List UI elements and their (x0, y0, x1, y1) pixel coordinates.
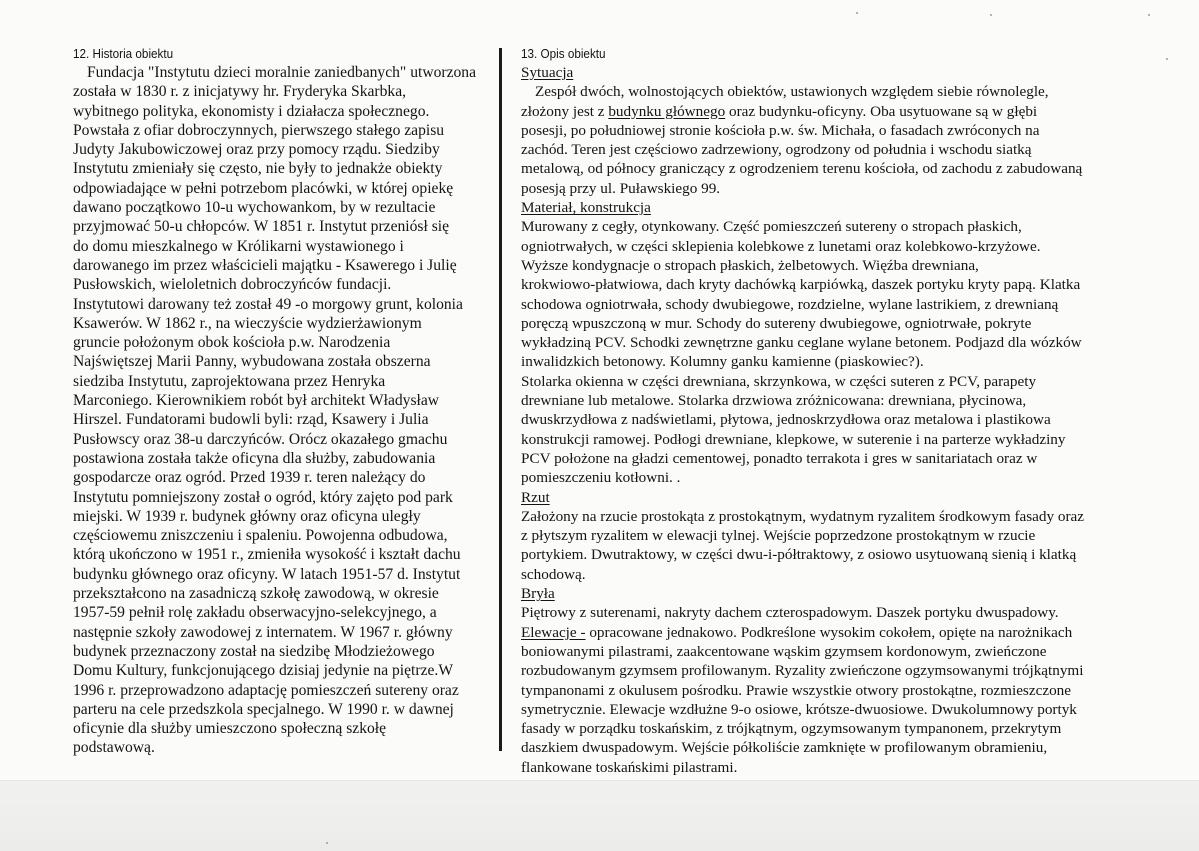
text-line: siedziba Instytutu, zaprojektowana przez Henryka (73, 372, 386, 390)
text-line: posesji, po południowej stronie kościoła p.w. św. Michała, o fasadach zwróconych na (521, 121, 1040, 139)
text-line: podstawową. (73, 739, 155, 757)
text-line: Instytutu zmieniały się często, nie były to jednakże obiekty (73, 160, 443, 178)
text-line: którą ukończono w 1951 r., zmieniła wysokość i kształt dachu (73, 546, 461, 564)
text-line: PCV położone na gładzi cementowej, ponadto terrakota i gres w sanitariatach oraz w (521, 449, 1038, 467)
text-line: odpowiadające w pełni potrzebom placówki, w której opiekę (73, 179, 454, 197)
underlined-term-budynek-glowny: budynku głównego (608, 102, 726, 120)
text-line: Pusłowskich, wieloletnich dobroczyńców fundacji. (73, 276, 392, 294)
text-line: boniowanymi pilastrami, zaakcentowane wąskim gzymsem kordonowym, zwieńczone (521, 642, 1047, 660)
text-line: miejski. W 1939 r. budynek główny oraz oficyna uległy (73, 507, 421, 525)
text-line: daszkiem dwuspadowym. Wejście półkoliście zamknięte w profilowanym obramieniu, (521, 739, 1048, 757)
subheading-rzut: Rzut (521, 488, 550, 506)
text-line: schodową. (521, 565, 586, 583)
rzut-paragraph (521, 507, 1161, 584)
section-opis-obiektu (521, 46, 1161, 777)
scan-speck (1148, 14, 1150, 16)
text-line: Najświętszej Marii Panny, wybudowana została obszerna (73, 353, 431, 371)
text-line: drewniane lub metalowe. Stolarka drzwiowa zróżnicowana: drewniana, płycinowa, (521, 392, 1027, 410)
subheading-bryla: Bryła (521, 585, 555, 603)
section-heading: 12. Historia obiektu (73, 46, 174, 61)
text-line: Piętrowy z suterenami, nakryty dachem czterospadowym. Daszek portyku dwuspadowy. (521, 604, 1059, 622)
historia-paragraph (73, 63, 498, 758)
scan-speck (990, 14, 992, 16)
text-line: schodowa ogniotrwała, schody dwubiegowe, rozdzielne, wylane lastrikiem, z drewnianą (521, 295, 1059, 313)
text-line: została w 1830 r. z inicjatywy hr. Fryderyka Skarbka, (73, 83, 407, 101)
text-line: oficynie dla służby umieszczono społeczną szkołę (73, 720, 387, 738)
text-line: portykiem. Dwutraktowy, w części dwu-i-półtraktowy, z osiowo usytuowaną sienią i klatką (521, 546, 1077, 564)
text-line: częściowemu zniszczeniu i spaleniu. Powojenna odbudowa, (73, 527, 448, 545)
text-line: parteru na cele przedszkola specjalnego. W 1990 r. w dawnej (73, 700, 454, 718)
text-line: wykładziną PCV. Schodki zewnętrzne ganku ceglane wylane betonem. Podjazd dla wózków (521, 334, 1082, 352)
text-line: gospodarcze oraz ogród. Przed 1939 r. teren należący do (73, 469, 426, 487)
text-line: 1996 r. przeprowadzono adaptację pomieszczeń sutereny oraz (73, 681, 459, 699)
text-line: tympanonami z okulusem pośrodku. Prawie wszystkie otwory prostokątne, rozmieszczone (521, 681, 1071, 699)
text-line: Marconiego. Kierownikiem robót był architekt Władysław (73, 392, 440, 410)
sytuacja-paragraph (521, 121, 1161, 198)
text-line: pomieszczeniu kotłowni. . (521, 469, 681, 487)
text-line: symetrycznie. Elewacje wzdłużne 9-o osiowe, krótsze-dwuosiowe. Dwukolumnowy portyk (521, 700, 1077, 718)
text-line: postawiona została także oficyna dla służby, zabudowania (73, 449, 436, 467)
text-line: budynku głównego oraz oficyny. W latach 1951-57 d. Instytut (73, 565, 461, 583)
text-line: zachód. Teren jest częściowo zadrzewiony, ogrodzony od południa i wschodu siatką (521, 141, 1032, 159)
text-line: rozbudowanym gzymsem profilowanym. Ryzality zwieńczone ogzymsowanymi trójkątnymi (521, 662, 1084, 680)
text-line: Murowany z cegły, otynkowany. Część pomieszczeń sutereny o stropach płaskich, (521, 218, 1022, 236)
text-line: z płytszym ryzalitem w elewacji tylnej. Wejście poprzedzone prostokątnym w rzucie (521, 527, 1036, 545)
text-line: Ksawerów. W 1862 r., na wieczyście wydzierżawionym (73, 314, 422, 332)
text-line: ogniotrwałych, w części sklepienia kolebkowe z lunetami oraz kolebkowo-krzyżowe. (521, 237, 1041, 255)
text-line: Pusłowscy oraz 38-u darczyńców. Orócz okazałego gmachu (73, 430, 448, 448)
subheading-sytuacja: Sytuacja (521, 64, 574, 81)
text-line: flankowane toskańskimi pilastrami. (521, 758, 738, 776)
page-bottom-shadow (0, 780, 1199, 851)
text-line: inwalidzkich betonowy. Kolumny ganku kamienne (piaskowiec?). (521, 353, 924, 371)
text-line: Hirszel. Fundatorami budowli byli: rząd, Ksawery i Julia (73, 411, 429, 429)
column-divider (499, 48, 502, 751)
text-line: dwuskrzydłowa z nadświetlami, płytowa, jednoskrzydłowa oraz metalowa i plastikowa (521, 411, 1051, 429)
text-line: konstrukcji ramowej. Podłogi drewniane, klepkowe, w suterenie i na parterze wykładziny (521, 430, 1066, 448)
text-fragment: oraz budynku-oficyny. Oba usytuowane są w głębi (725, 102, 1038, 120)
section-heading: 13. Opis obiektu (521, 46, 606, 61)
text-line: budynek przeznaczony został na siedzibę Młodzieżowego (73, 642, 435, 660)
scan-speck (856, 12, 858, 14)
text-line: 1957-59 pełnił rolę zakładu obserwacyjno-selekcyjnego, a (73, 604, 437, 622)
text-line: przekształcono na zasadniczą szkołę zawodową, w okresie (73, 585, 439, 603)
text-line: Powstała z ofiar dobroczynnych, pierwszego stałego zapisu (73, 121, 445, 139)
text-line: Wyższe kondygnacje o stropach płaskich, żelbetowych. Więźba drewniana, (521, 256, 979, 274)
text-line (521, 623, 1161, 642)
text-line: Fundacja "Instytutu dzieci moralnie zaniedbanych" utworzona (87, 64, 477, 81)
text-line: fasady w porządku toskańskim, z trójkątnym, ogzymsowanym tympanonem, przekrytym (521, 720, 1062, 738)
text-line: Stolarka okienna w części drewniana, skrzynkowa, w części suteren z PCV, parapety (521, 372, 1037, 390)
text-line: Domu Kultury, funkcjonującego dzisiaj jedynie na piętrze.W (73, 662, 454, 680)
text-fragment: opracowane jednakowo. Podkreślone wysokim cokołem, opięte na narożnikach (585, 623, 1073, 641)
scan-speck (1166, 58, 1168, 60)
text-line: następnie szkoły zawodowej z internatem. W 1967 r. główny (73, 623, 453, 641)
text-line: posesją przy ul. Puławskiego 99. (521, 179, 721, 197)
text-line: Instytutowi darowany też został 49 -o morgowy grunt, kolonia (73, 295, 463, 313)
text-line: do domu mieszkalnego w Królikarni wystawionego i (73, 237, 404, 255)
text-line: Judyty Jakubowiczowej oraz przy pomocy rządu. Siedziby (73, 141, 440, 159)
material-paragraph (521, 217, 1161, 487)
text-line: Instytutu pomniejszony został o ogród, który zajęto pod park (73, 488, 453, 506)
scan-speck (326, 842, 328, 844)
text-line: przyjmować 50-u chłopców. W 1851 r. Instytut przeniósł się (73, 218, 450, 236)
text-line: wybitnego polityka, ekonomisty i działacza społecznego. (73, 102, 430, 120)
text-line: metalową, od północy graniczący z ogrodzeniem terenu kościoła, od zachodu z zabudowaną (521, 160, 1083, 178)
text-line: dawano początkowo 10-u wychowankom, by w rezultacie (73, 199, 436, 217)
text-line: gruncie położonym obok kościoła p.w. Narodzenia (73, 334, 391, 352)
text-line: krokwiowo-płatwiowa, dach kryty dachówką karpiówką, daszek portyku kryty papą. Klatka (521, 276, 1081, 294)
subheading-elewacje: Elewacje - (521, 623, 586, 641)
text-line: Zespół dwóch, wolnostojących obiektów, ustawionych względem siebie równolegle, (535, 83, 1049, 101)
text-fragment: złożony jest z (521, 102, 609, 120)
section-historia-obiektu (73, 46, 498, 758)
text-line: darowanego im przez właścicieli majątku - Ksawerego i Julię (73, 256, 457, 274)
text-line: poręczą wpuszczoną w mur. Schody do sutereny dwubiegowe, ogniotrwałe, pokryte (521, 314, 1032, 332)
bryla-paragraph (521, 642, 1161, 777)
text-line: Założony na rzucie prostokąta z prostokątnym, wydatnym ryzalitem środkowym fasady oraz (521, 507, 1085, 525)
subheading-material-konstrukcja: Materiał, konstrukcja (521, 199, 651, 217)
text-line (521, 102, 1161, 121)
